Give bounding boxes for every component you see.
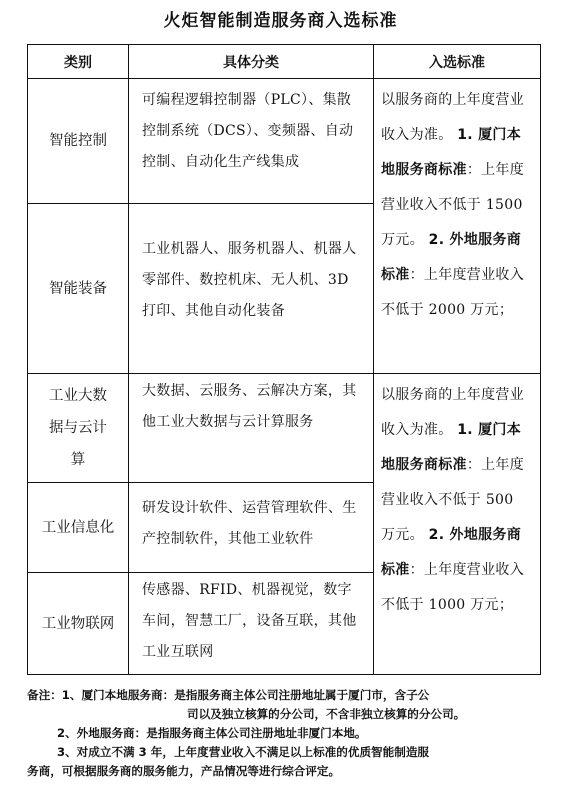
category-cell: 工业信息化 (41, 519, 115, 536)
standard-intro: 以服务商的上年度营业收入为准。 (381, 387, 524, 438)
standard-cell (374, 374, 540, 674)
local-standard-text: ：上年度营业收入不低于 1500 万元。 (381, 162, 525, 248)
note-line: 务商，可根据服务商的服务能力，产品情况等进行综合评定。 (27, 764, 341, 778)
local-standard-label: 1. 厦门本地服务商标准 (381, 422, 521, 473)
header-detail: 具体分类 (223, 54, 279, 71)
category-cell: 智能装备 (49, 280, 107, 297)
note-line: 2、外地服务商：是指服务商主体公司注册地址非厦门本地。 (57, 726, 367, 740)
note-line: 备注：1、厦门本地服务商：是指服务商主体公司注册地址属于厦门市，含子公 (27, 688, 430, 702)
detail-cell: 研发设计软件、运营管理软件、生产控制软件，其他工业软件 (142, 500, 357, 547)
outside-standard-label: 2. 外地服务商标准 (381, 527, 522, 578)
table-border-bottom (27, 674, 541, 675)
note-line: 3、对成立不满 3 年，上年度营业收入不满足以上标准的优质智能制造服 (57, 745, 430, 759)
detail-cell: 传感器、RFID、机器视觉，数字车间，智慧工厂，设备互联，其他工业互联网 (142, 582, 357, 660)
header-category: 类别 (64, 54, 92, 71)
category-cell: 智能控制 (49, 133, 107, 149)
detail-cell: 可编程逻辑控制器（PLC）、集散控制系统（DCS）、变频器、自动控制、自动化生产线集成 (142, 92, 354, 170)
standard-intro: 以服务商的上年度营业收入为准。 (381, 92, 524, 143)
page-title: 火炬智能制造服务商入选标准 (163, 11, 398, 31)
local-standard-label: 1. 厦门本地服务商标准 (381, 127, 521, 178)
category-cell: 工业大数据与云计算 (49, 388, 107, 468)
category-cell: 工业物联网 (41, 615, 115, 632)
detail-cell: 大数据、云服务、云解决方案，其他工业大数据与云计算服务 (142, 383, 357, 430)
notes-section (27, 686, 547, 781)
criteria-table (27, 44, 541, 675)
note-line: 司以及独立核算的分公司，不含非独立核算的分公司。 (187, 707, 466, 721)
outside-standard-text: ：上年度营业收入不低于 2000 万元； (381, 267, 525, 318)
table-border-right (540, 44, 541, 675)
outside-standard-text: ：上年度营业收入不低于 1000 万元； (381, 562, 525, 613)
detail-cell: 工业机器人、服务机器人、机器人零部件、数控机床、无人机、3D 打印、其他自动化装备 (142, 241, 357, 319)
standard-cell (374, 79, 540, 373)
outside-standard-label: 2. 外地服务商标准 (381, 232, 522, 283)
local-standard-text: ：上年度营业收入不低于 500 万元。 (381, 457, 525, 543)
header-standard: 入选标准 (429, 54, 485, 71)
